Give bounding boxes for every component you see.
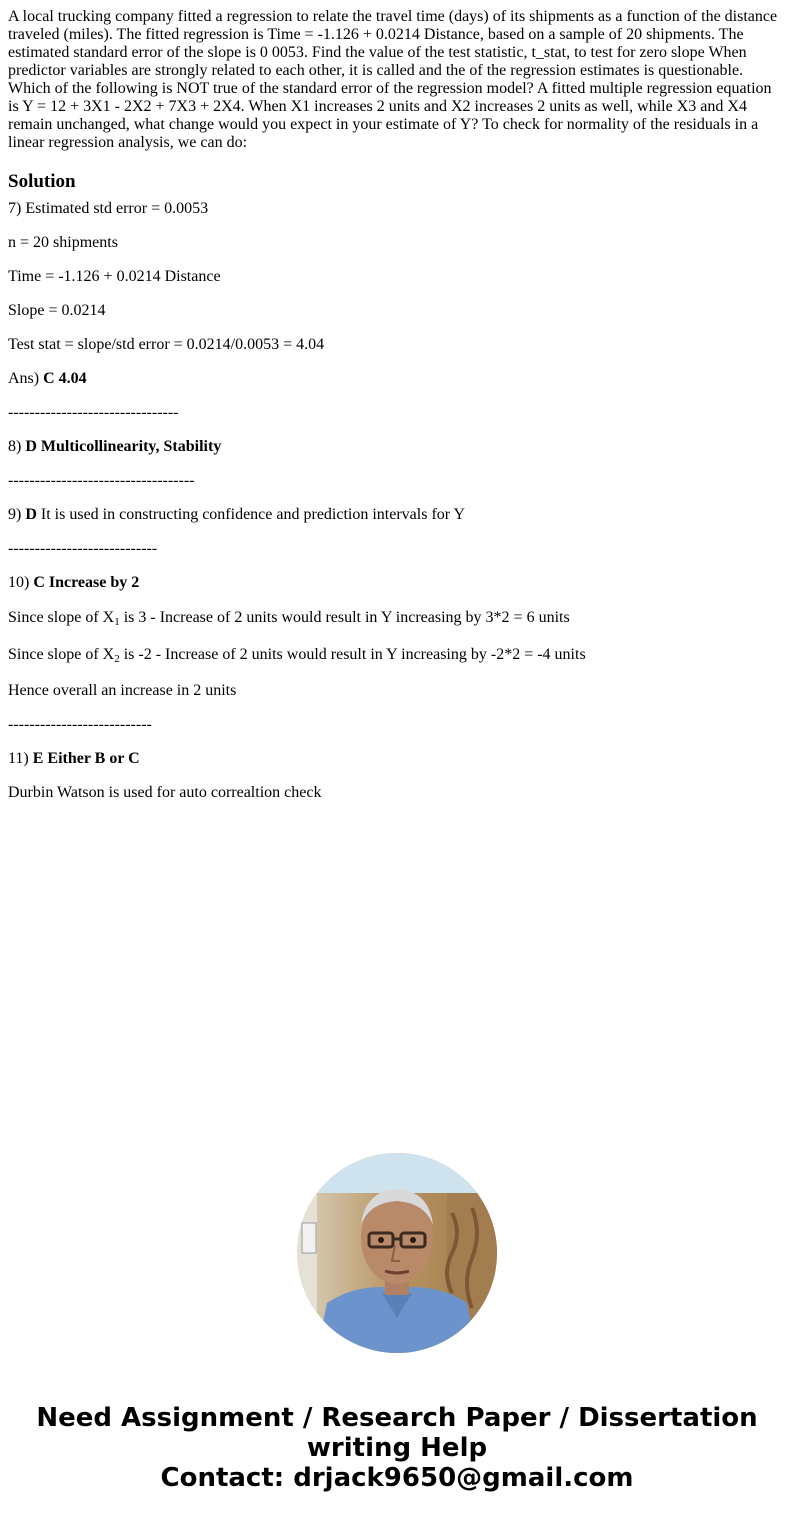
separator: ---------------------------- bbox=[8, 540, 158, 557]
q10-overall: Hence overall an increase in 2 units bbox=[8, 682, 237, 699]
q8-answer bbox=[8, 438, 786, 456]
q9-answer bbox=[8, 506, 786, 524]
q10-x2-explanation bbox=[8, 645, 786, 665]
promo-contact: Contact: drjack9650@gmail.com bbox=[160, 1463, 634, 1493]
x2-text: Since slope of X bbox=[8, 646, 115, 663]
solution-heading: Solution bbox=[8, 171, 76, 192]
answer-choice: E Either B or C bbox=[32, 750, 140, 767]
solution-lines bbox=[8, 200, 786, 802]
answer-choice: C 4.04 bbox=[43, 370, 87, 387]
q7-std-error: 7) Estimated std error = 0.0053 bbox=[8, 200, 209, 217]
q11-note: Durbin Watson is used for auto correaltion check bbox=[8, 784, 322, 801]
answer-prefix: 11) bbox=[8, 750, 33, 767]
x1-text: Since slope of X bbox=[8, 609, 115, 626]
separator: -------------------------------- bbox=[8, 404, 179, 421]
q7-sample-size: n = 20 shipments bbox=[8, 234, 118, 251]
answer-choice: D Multicollinearity, Stability bbox=[25, 438, 222, 455]
x2-rest: is -2 - Increase of 2 units would result in Y increasing by -2*2 = -4 units bbox=[119, 646, 586, 663]
q7-slope: Slope = 0.0214 bbox=[8, 302, 106, 319]
separator: ----------------------------------- bbox=[8, 472, 195, 489]
q7-test-stat: Test stat = slope/std error = 0.0214/0.0053 = 4.04 bbox=[8, 336, 325, 353]
question-text: A local trucking company fitted a regression to relate the travel time (days) of its shipments as a function of the distance traveled (miles). The fitted regression is Time = -1.126 + 0.0214 Distance, based on a sample of 20 shipments. The estimated standard error of the slope is 0 0053. Find the value of the test statistic, t_stat, to test for zero slope When predictor variables are strongly related to each other, it is called and the of the regression estimates is questionable. Which of the following is NOT true of the standard error of the regression model? A fitted multiple regression equation is Y = 12 + 3X1 - 2X2 + 7X3 + 2X4. When X1 increases 2 units and X2 increases 2 units as well, while X3 and X4 remain unchanged, what change would you expect in your estimate of Y? To check for normality of the residuals in a linear regression analysis, we can do: bbox=[8, 8, 778, 151]
x1-rest: is 3 - Increase of 2 units would result in Y increasing by 3*2 = 6 units bbox=[119, 609, 570, 626]
avatar-portrait bbox=[297, 1153, 497, 1353]
answer-prefix: 8) bbox=[8, 438, 26, 455]
promo-line-2: writing Help bbox=[306, 1433, 488, 1463]
x1-subscript: 1 bbox=[114, 616, 120, 628]
q11-answer bbox=[8, 750, 786, 768]
q7-answer bbox=[8, 370, 786, 388]
q10-x1-explanation bbox=[8, 608, 786, 628]
separator: --------------------------- bbox=[8, 716, 152, 733]
answer-explanation: It is used in constructing confidence and prediction intervals for Y bbox=[36, 506, 466, 523]
q10-answer bbox=[8, 574, 786, 592]
answer-prefix: 9) bbox=[8, 506, 26, 523]
answer-choice: C Increase by 2 bbox=[33, 574, 140, 591]
promo-banner bbox=[0, 1403, 794, 1493]
q7-regression-equation: Time = -1.126 + 0.0214 Distance bbox=[8, 268, 221, 285]
answer-choice: D bbox=[25, 506, 37, 523]
avatar bbox=[297, 1153, 497, 1353]
x2-subscript: 2 bbox=[114, 653, 120, 665]
answer-prefix: Ans) bbox=[8, 370, 44, 387]
promo-line-1: Need Assignment / Research Paper / Dissertation bbox=[36, 1403, 758, 1433]
document-body bbox=[8, 8, 786, 818]
answer-prefix: 10) bbox=[8, 574, 34, 591]
